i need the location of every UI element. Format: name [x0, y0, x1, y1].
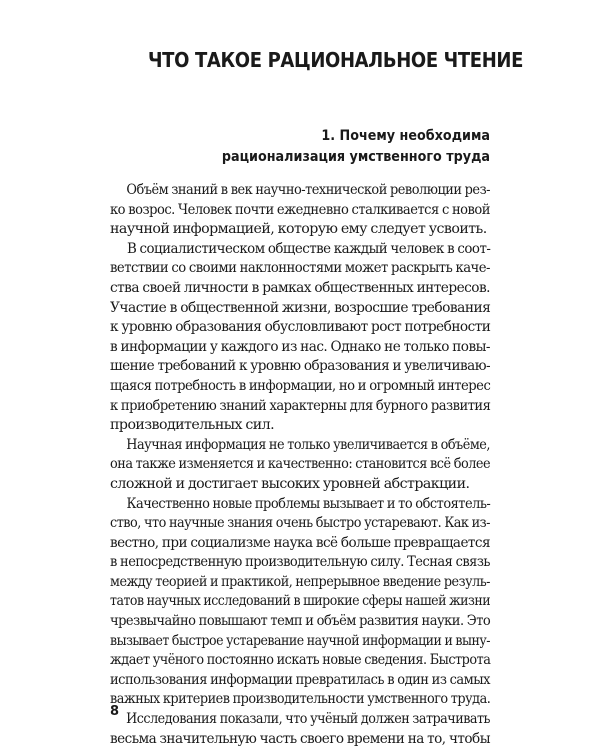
text-line: ждает учёного постоянно искать новые сведения. Быстрота: [110, 652, 491, 669]
text-line: производительных сил.: [110, 417, 275, 434]
section-heading-line: 1. Почему необходима: [321, 128, 490, 144]
paragraph: [110, 436, 490, 495]
paragraph: [110, 240, 490, 436]
text-line: щаяся потребность в информации, но и огромный интерес: [110, 377, 491, 394]
text-line: Объём знаний в век научно-технической революции рез-: [126, 182, 490, 198]
chapter-title: ЧТО ТАКОЕ РАЦИОНАЛЬНОЕ ЧТЕНИЕ: [148, 48, 524, 72]
text-line: сложной и достигает высоких уровней абстракции.: [110, 475, 470, 492]
text-line: Исследования показали, что учёный должен затрачивать: [126, 711, 490, 728]
text-line: использования информации превратилась в один из самых: [110, 671, 490, 688]
paragraph: [110, 181, 490, 240]
text-line: она также изменяется и качественно: становится всё более: [110, 456, 491, 473]
section-heading: [156, 126, 490, 168]
section-heading-line: рационализация умственного труда: [221, 149, 491, 165]
text-line: Качественно новые проблемы вызывает и то обстоятель-: [126, 495, 491, 512]
text-line: ко возрос. Человек почти ежедневно сталкивается с новой: [110, 201, 490, 218]
text-line: Участие в общественной жизни, возросшие требования: [110, 299, 491, 316]
text-line: между теорией и практикой, непрерывное введение резуль-: [110, 573, 490, 590]
text-line: татов научных исследований в широкие сферы нашей жизни: [110, 593, 491, 610]
text-line: вызывает быстрое устаревание научной информации и выну-: [110, 632, 490, 649]
paragraph: [110, 495, 490, 711]
text-line: ства своей личности в рамках общественных интересов.: [110, 279, 490, 296]
text-line: в непосредственную производительную силу. Тесная связь: [110, 554, 490, 571]
text-line: к приобретению знаний характерны для бурного развития: [110, 397, 491, 414]
body-text: [110, 181, 490, 749]
text-line: научной информацией, которую ему следует усвоить.: [110, 221, 487, 238]
text-line: ветствии со своими наклонностями может раскрыть каче-: [110, 260, 490, 277]
text-line: важных критериев производительности умственного труда.: [110, 691, 491, 708]
text-line: В социалистическом обществе каждый человек в соот-: [126, 240, 491, 257]
text-line: чрезвычайно повышают темп и объём развития науки. Это: [110, 613, 491, 630]
paragraph: [110, 710, 490, 749]
text-line: весьма значительную часть своего времени на то, чтобы: [110, 730, 490, 747]
page-number: 8: [110, 704, 120, 719]
text-line: Научная информация не только увеличивается в объёме,: [126, 436, 491, 453]
text-line: в информации у каждого из нас. Однако не только повы-: [110, 338, 490, 355]
text-line: шение требований к уровню образования и увеличиваю-: [110, 358, 491, 375]
text-line: к уровню образования обусловливают рост потребности: [110, 319, 491, 336]
text-line: ство, что научные знания очень быстро устаревают. Как из-: [110, 515, 490, 532]
text-line: вестно, при социализме наука всё больше превращается: [110, 534, 490, 551]
